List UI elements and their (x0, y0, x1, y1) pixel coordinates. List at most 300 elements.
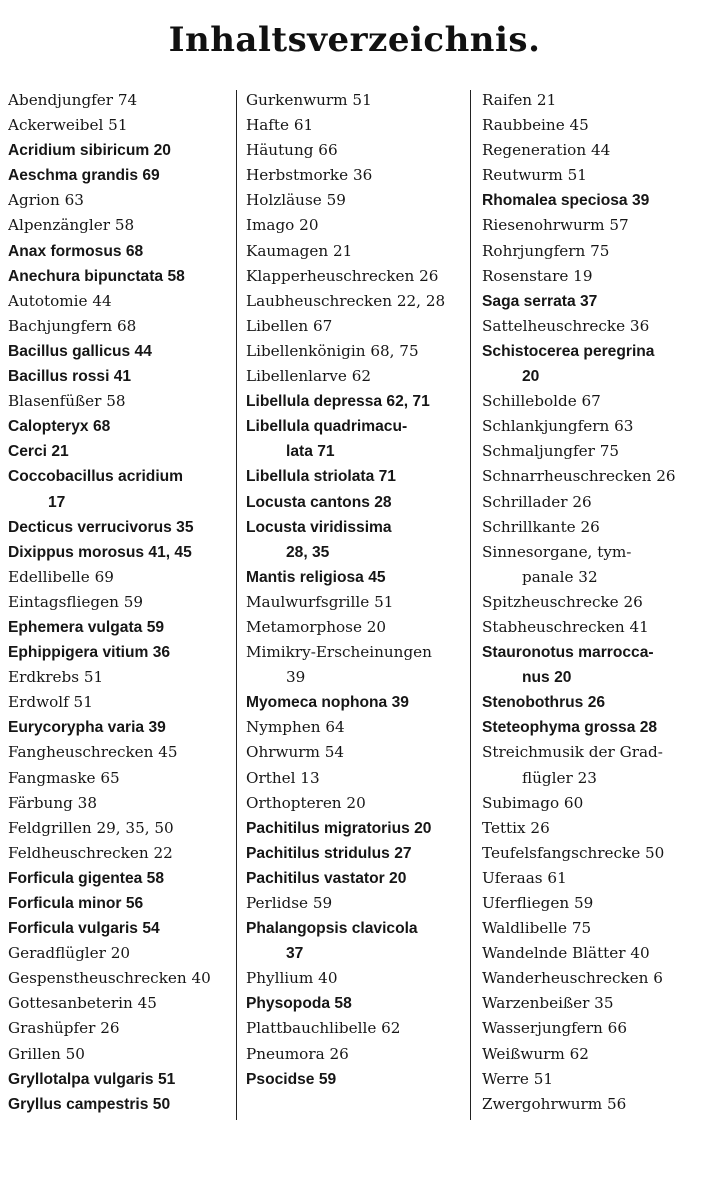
index-term-continued: nus (522, 669, 550, 687)
index-entry (246, 841, 464, 866)
index-pages: 20 (153, 142, 171, 160)
index-pages: 20 (414, 819, 432, 837)
index-term: Forficula gigentea (8, 869, 143, 887)
index-term: Gottesanbeterin (8, 994, 133, 1013)
index-term: Waldlibelle (482, 919, 568, 938)
index-continuation (482, 565, 704, 590)
index-entry (482, 239, 704, 264)
index-pages: 74 (117, 91, 138, 109)
index-term: Fangheuschrecken (8, 743, 154, 762)
index-entry (8, 389, 234, 414)
index-term: Feldheuschrecken (8, 843, 149, 862)
index-term: Saga serrata (482, 292, 576, 310)
index-term: Rhomalea speciosa (482, 192, 628, 210)
index-pages: 22, 28 (396, 291, 446, 310)
index-term: Gurkenwurm (246, 91, 348, 109)
index-term: Schlankjungfern (482, 417, 610, 436)
index-pages: 6 (653, 969, 663, 988)
index-term: Stabheuschrecken (482, 617, 625, 636)
index-entry (482, 1042, 704, 1067)
index-entry (8, 264, 234, 289)
index-term: Tettix (482, 818, 526, 837)
index-pages: 75 (571, 919, 592, 938)
index-pages: 45 (569, 116, 589, 135)
index-pages: 36 (352, 166, 373, 185)
index-pages: 64 (325, 718, 345, 737)
index-entry (8, 515, 234, 540)
index-pages: 59 (312, 894, 333, 912)
index-pages: 51 (533, 1069, 554, 1088)
index-pages: 41 (629, 617, 649, 636)
index-entry (8, 1067, 234, 1092)
index-entry (246, 966, 464, 991)
index-entry (8, 188, 234, 213)
index-entry (482, 138, 704, 163)
index-term: Regeneration (482, 141, 587, 160)
index-term: Grashüpfer (8, 1019, 96, 1038)
index-pages: 65 (100, 768, 120, 787)
index-continuation (246, 439, 464, 464)
index-term: Imago (246, 216, 295, 235)
index-pages: 20 (522, 368, 540, 386)
index-term: Grillen (8, 1044, 61, 1063)
index-term: Orthopteren (246, 793, 342, 812)
index-continuation (482, 766, 704, 791)
index-entry (8, 163, 234, 188)
index-term: Libellula depressa (246, 393, 383, 411)
index-term: Erdwolf (8, 693, 69, 712)
index-pages: 21 (51, 443, 69, 461)
index-pages: 58 (167, 267, 185, 285)
index-term-continued: panale (522, 567, 574, 586)
index-pages: 19 (573, 266, 593, 285)
index-entry (246, 163, 464, 188)
index-pages: 56 (606, 1094, 627, 1113)
index-term: Blasenfüßer (8, 392, 102, 411)
index-term-continued: lata (286, 443, 313, 461)
index-entry (482, 439, 704, 464)
index-pages: 59 (123, 592, 144, 611)
index-pages: 58 (334, 995, 352, 1013)
index-entry (246, 740, 464, 765)
index-term: Werre (482, 1069, 529, 1088)
index-entry (482, 515, 704, 540)
index-term: Ackerweibel (8, 116, 104, 135)
index-term: Herbstmorke (246, 166, 349, 185)
index-pages: 66 (318, 141, 338, 160)
index-pages: 50 (65, 1044, 85, 1063)
index-term: Psocidse (246, 1070, 315, 1088)
index-pages: 21 (536, 91, 557, 109)
index-pages: 62 (351, 367, 372, 386)
index-term: Feldgrillen (8, 818, 92, 837)
index-pages: 51 (73, 693, 93, 712)
index-pages: 26 (580, 517, 600, 536)
index-term: Raubbeine (482, 116, 565, 135)
index-term: Ohrwurm (246, 743, 320, 762)
index-column-3 (482, 88, 704, 1128)
index-entry (8, 138, 234, 163)
index-term: Pneumora (246, 1044, 325, 1063)
index-entry (8, 866, 234, 891)
index-entry (246, 991, 464, 1016)
index-continuation (246, 941, 464, 966)
index-term-continued: flügler (522, 768, 573, 787)
index-entry (246, 1016, 464, 1041)
index-entry (246, 138, 464, 163)
index-continuation (246, 665, 464, 690)
index-term: Libellula quadrimacu- (246, 418, 408, 436)
index-entry (8, 339, 234, 364)
index-term: Reutwurm (482, 166, 563, 185)
index-pages: 40 (630, 944, 650, 963)
index-term: Locusta viridissima (246, 518, 392, 536)
index-pages: 66 (607, 1019, 627, 1038)
index-pages: 59 (573, 894, 594, 912)
index-entry (8, 314, 234, 339)
index-entry (246, 515, 464, 565)
index-entry (246, 113, 464, 138)
index-pages: 20 (299, 216, 319, 235)
index-entry (482, 941, 704, 966)
index-term: Libellula striolata (246, 468, 375, 486)
index-pages: 39 (286, 668, 306, 687)
index-pages: 20 (366, 617, 387, 636)
index-pages: 62 (381, 1019, 401, 1038)
index-entry (8, 665, 234, 690)
index-pages: 50 (152, 1095, 171, 1113)
index-term: Perlidse (246, 894, 309, 912)
index-entry (246, 213, 464, 238)
index-term: Warzenbeißer (482, 994, 590, 1013)
index-entry (246, 414, 464, 464)
index-entry (8, 289, 234, 314)
index-entry (246, 615, 464, 640)
index-entry (482, 916, 704, 941)
index-entry (482, 615, 704, 640)
index-pages: 59 (318, 1070, 337, 1088)
index-term: Kaumagen (246, 241, 329, 260)
index-continuation (246, 540, 464, 565)
index-pages: 67 (312, 316, 333, 335)
index-pages: 51 (567, 166, 587, 185)
index-pages: 51 (83, 668, 104, 687)
index-term: Ephippigera vitium (8, 644, 149, 662)
index-entry (482, 464, 704, 489)
index-entry (482, 866, 704, 891)
index-pages: 40 (318, 969, 338, 988)
index-term: Streichmusik der Grad- (482, 743, 663, 762)
index-term: Libellenlarve (246, 367, 347, 386)
index-pages: 38 (77, 793, 97, 812)
index-pages: 62 (569, 1044, 589, 1063)
index-pages: 26 (587, 694, 606, 712)
index-term: Uferfliegen (482, 894, 570, 912)
index-term: Uferaas (482, 868, 543, 887)
index-pages: 51 (157, 1070, 176, 1088)
index-entry (246, 88, 464, 113)
index-pages: 29, 35, 50 (96, 818, 174, 837)
index-pages: 36 (152, 644, 171, 662)
index-pages: 36 (629, 316, 650, 335)
index-entry (482, 314, 704, 339)
index-pages: 17 (48, 493, 66, 511)
index-term: Cerci (8, 443, 48, 461)
index-entry (482, 1092, 704, 1117)
index-entry (246, 766, 464, 791)
index-term: Spitzheuschrecke (482, 592, 619, 611)
index-term: Edellibelle (8, 567, 90, 586)
index-entry (246, 866, 464, 891)
index-pages: 68 (92, 418, 111, 436)
index-entry (8, 590, 234, 615)
index-term: Schillebolde (482, 392, 577, 411)
index-pages: 61 (547, 868, 567, 887)
index-term: Schmaljungfer (482, 442, 595, 461)
index-entry (246, 364, 464, 389)
index-term: Holzläuse (246, 191, 322, 210)
index-entry (8, 791, 234, 816)
index-entry (246, 640, 464, 690)
page-title: Inhaltsverzeichnis. (168, 20, 541, 60)
index-term: Teufelsfangschrecke (482, 843, 641, 862)
index-entry (482, 590, 704, 615)
index-entry (8, 439, 234, 464)
index-pages: 39 (391, 694, 409, 712)
index-pages: 68 (125, 242, 144, 260)
index-column-1 (8, 88, 234, 1128)
index-pages: 28, 35 (286, 543, 330, 561)
index-entry (8, 841, 234, 866)
index-term: Gryllus campestris (8, 1095, 149, 1113)
index-entry (8, 364, 234, 389)
index-entry (246, 590, 464, 615)
index-pages: 50 (645, 843, 665, 862)
index-term: Coccobacillus acridium (8, 468, 184, 486)
index-entry (482, 841, 704, 866)
index-pages: 67 (581, 392, 601, 411)
index-term: Pachitilus migratorius (246, 819, 410, 837)
index-term: Bachjungfern (8, 316, 113, 335)
index-pages: 13 (300, 768, 320, 787)
index-term: Phalangopsis clavicola (246, 920, 418, 938)
index-term: Dixippus morosus (8, 543, 145, 561)
index-pages: 75 (599, 442, 620, 461)
index-pages: 63 (614, 417, 634, 436)
index-pages: 58 (146, 869, 165, 887)
index-entry (8, 414, 234, 439)
index-entry (8, 690, 234, 715)
index-pages: 51 (108, 116, 128, 135)
index-entry (482, 490, 704, 515)
index-entry (246, 816, 464, 841)
index-entry (246, 490, 464, 515)
index-entry (482, 188, 704, 213)
index-pages: 71 (317, 443, 335, 461)
index-term: Maulwurfsgrille (246, 592, 370, 611)
index-pages: 45 (158, 743, 178, 762)
index-term: Subimago (482, 793, 560, 812)
index-pages: 26 (656, 467, 676, 486)
index-pages: 26 (623, 592, 643, 611)
index-term: Libellen (246, 316, 309, 335)
index-term: Acridium sibiricum (8, 142, 150, 160)
index-term: Schnarrheuschrecken (482, 467, 652, 486)
index-term: Physopoda (246, 995, 331, 1013)
index-pages: 68 (116, 316, 137, 335)
index-term: Zwergohrwurm (482, 1094, 603, 1113)
index-entry (8, 540, 234, 565)
index-entry (8, 464, 234, 514)
index-term: Pachitilus vastator (246, 869, 385, 887)
index-entry (482, 264, 704, 289)
index-entry (246, 389, 464, 414)
index-term: Schrillader (482, 492, 568, 511)
index-pages: 44 (92, 291, 112, 310)
index-continuation (482, 665, 704, 690)
index-entry (246, 289, 464, 314)
index-entry (8, 640, 234, 665)
index-term: Laubheuschrecken (246, 291, 393, 310)
index-entry (482, 113, 704, 138)
index-term: Raifen (482, 91, 533, 109)
index-pages: 57 (609, 216, 629, 235)
index-term: Anechura bipunctata (8, 267, 164, 285)
index-entry (8, 615, 234, 640)
index-pages: 26 (329, 1044, 349, 1063)
index-entry (8, 816, 234, 841)
index-pages: 20 (346, 793, 366, 812)
index-entry (246, 916, 464, 966)
index-continuation (482, 364, 704, 389)
index-pages: 54 (142, 920, 160, 938)
index-pages: 75 (590, 241, 610, 260)
index-pages: 45 (368, 568, 386, 586)
index-entry (246, 314, 464, 339)
index-pages: 69 (142, 167, 160, 185)
index-entry (482, 88, 704, 113)
index-term: Gespenstheuschrecken (8, 969, 187, 988)
index-entry (8, 966, 234, 991)
index-pages: 28 (639, 719, 658, 737)
index-entry (8, 715, 234, 740)
index-entry (8, 766, 234, 791)
index-entry (246, 715, 464, 740)
index-term: Alpenzängler (8, 216, 110, 235)
index-pages: 45 (137, 994, 157, 1013)
index-pages: 26 (530, 818, 550, 837)
column-divider-right (470, 90, 471, 1120)
index-entry (246, 1042, 464, 1067)
index-entry (482, 715, 704, 740)
index-term: Steteophyma grossa (482, 719, 636, 737)
index-entry (482, 414, 704, 439)
index-term: Geradflügler (8, 944, 106, 963)
index-entry (482, 690, 704, 715)
index-entry (482, 740, 704, 790)
index-entry (482, 816, 704, 841)
index-term: Klapperheuschrecken (246, 266, 415, 285)
index-entry (8, 1092, 234, 1117)
index-pages: 56 (125, 895, 144, 912)
index-pages: 39 (631, 192, 650, 210)
index-term: Plattbauchlibelle (246, 1019, 377, 1038)
index-pages: 59 (146, 618, 165, 636)
index-term: Erdkrebs (8, 668, 80, 687)
index-entry (8, 740, 234, 765)
index-term: Metamorphose (246, 617, 362, 636)
index-term: Rosenstare (482, 266, 569, 285)
index-entry (482, 891, 704, 916)
index-term: Autotomie (8, 291, 88, 310)
index-entry (246, 339, 464, 364)
index-entry (482, 213, 704, 238)
index-pages: 58 (114, 216, 135, 235)
index-pages: 37 (579, 292, 598, 310)
index-entry (8, 891, 234, 916)
index-term: Nymphen (246, 718, 321, 737)
index-pages: 20 (389, 869, 407, 887)
index-term: Riesenohrwurm (482, 216, 605, 235)
index-pages: 37 (286, 945, 304, 963)
index-pages: 54 (324, 743, 345, 762)
index-term: Stauronotus marrocca- (482, 644, 654, 662)
index-term: Weißwurm (482, 1044, 565, 1063)
index-pages: 68, 75 (370, 341, 419, 360)
index-pages: 26 (572, 492, 592, 511)
index-pages: 27 (394, 844, 412, 862)
index-entry (482, 966, 704, 991)
index-term: Rohrjungfern (482, 241, 586, 260)
index-entry (246, 464, 464, 489)
index-term: Eurycorypha varia (8, 719, 145, 737)
index-term: Orthel (246, 768, 296, 787)
index-entry (246, 791, 464, 816)
index-term: Hafte (246, 116, 290, 135)
index-term: Libellenkönigin (246, 341, 366, 360)
index-entry (246, 188, 464, 213)
index-entry (8, 88, 234, 113)
index-term: Locusta cantons (246, 493, 370, 511)
index-pages: 28 (374, 493, 392, 511)
index-pages: 35 (176, 518, 194, 536)
index-pages: 71 (378, 468, 396, 486)
index-pages: 58 (106, 392, 126, 411)
index-pages: 32 (578, 567, 598, 586)
index-pages: 40 (191, 969, 211, 988)
index-entry (8, 991, 234, 1016)
index-entry (482, 1067, 704, 1092)
index-pages: 61 (293, 116, 314, 135)
index-term: Gryllotalpa vulgaris (8, 1070, 154, 1088)
index-term: Stenobothrus (482, 694, 584, 712)
index-entry (246, 891, 464, 916)
index-entry (482, 640, 704, 690)
index-entry (8, 565, 234, 590)
index-term: Bacillus rossi (8, 368, 110, 386)
index-term: Wandelnde Blätter (482, 944, 626, 963)
index-term: Wasserjungfern (482, 1019, 603, 1038)
index-entry (8, 1016, 234, 1041)
index-term: Phyllium (246, 969, 314, 988)
index-pages: 26 (100, 1019, 120, 1038)
index-pages: 35 (594, 994, 614, 1013)
index-pages: 20 (110, 944, 131, 963)
index-pages: 21 (332, 241, 353, 260)
index-term: Eintagsfliegen (8, 592, 119, 611)
index-entry (246, 565, 464, 590)
index-entry (482, 289, 704, 314)
